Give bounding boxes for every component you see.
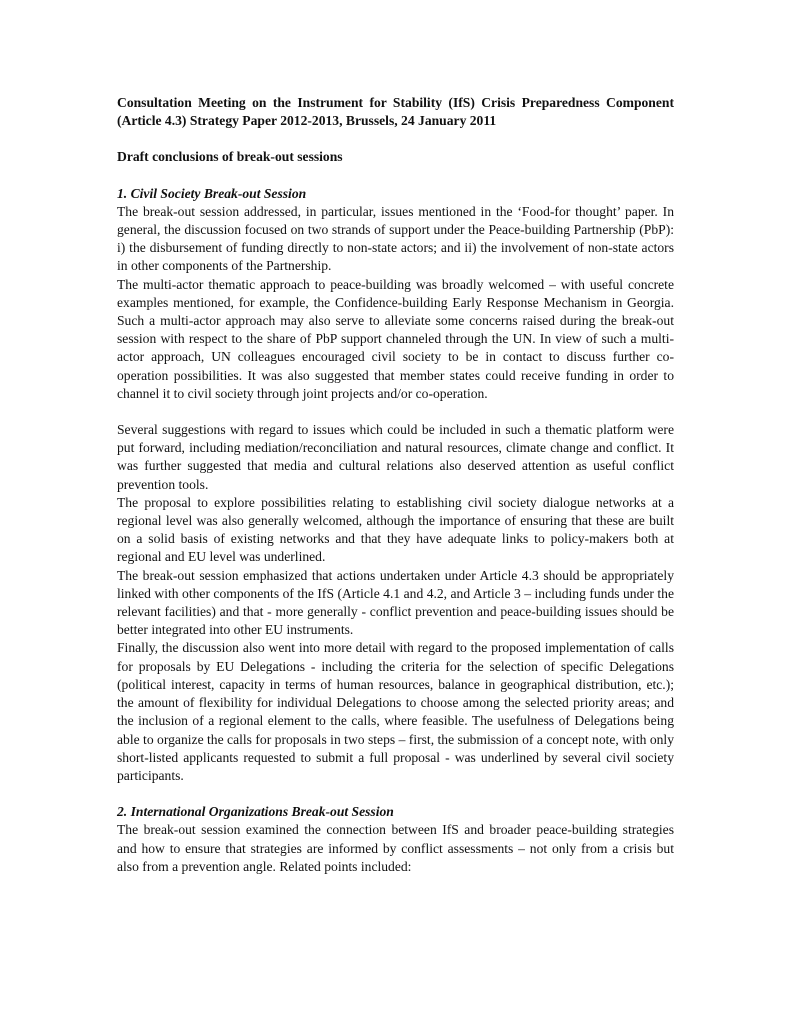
section-heading: 1. Civil Society Break-out Session [117,185,307,201]
paragraph: The multi-actor thematic approach to peace-building was broadly welcomed – with useful concrete examples mentioned, for example, the Confidence-building Early Response Mechanism in Georgia. Such a multi-actor approach may also serve to alleviate some concerns raised during the break-out session with respect to the share of PbP support channeled through the UN. In view of such a multi-actor approach, UN colleagues encouraged civil society to be in contact to discuss further co-operation possibilities. It was also suggested that member states could receive funding in order to channel it to civil society through joint projects and/or co-operation. [117,276,674,401]
paragraph: Finally, the discussion also went into more detail with regard to the proposed implementation of calls for proposals by EU Delegations - including the criteria for the selection of specific Delegations (political interest, capacity in terms of human resources, balance in geographical distribution, etc.); the amount of flexibility for individual Delegations to choose among the selected priority areas; and the inclusion of a regional element to the calls, where feasible. The usefulness of Delegations being able to organize the calls for proposals in two steps – first, the submission of a concept note, with only short-listed applicants requested to submit a full proposal - was underlined by several civil society participants. [117,640,674,783]
document-subtitle: Draft conclusions of break-out sessions [117,149,343,165]
section-civil-society [117,185,674,786]
section-heading: 2. International Organizations Break-out Session [117,804,394,820]
paragraph: The proposal to explore possibilities relating to establishing civil society dialogue networks at a regional level was also generally welcomed, although the importance of ensuring that these are built on a solid basis of existing networks and that they have adequate links to policy-makers both at regional and EU level was underlined. [117,494,674,565]
document-page [117,94,674,876]
paragraph: Several suggestions with regard to issues which could be included in such a thematic platform were put forward, including mediation/reconciliation and natural resources, climate change and conflict. It was further suggested that media and cultural relations also deserved attention as useful conflict prevention tools. [117,422,674,492]
paragraph: The break-out session emphasized that actions undertaken under Article 4.3 should be appropriately linked with other components of the IfS (Article 4.1 and 4.2, and Article 3 – including funds under the relevant facilities) and that - more generally - conflict prevention and peace-building issues should be better integrated into other EU instruments. [117,567,674,638]
section-international-organizations [117,803,674,876]
paragraph: The break-out session addressed, in particular, issues mentioned in the ‘Food-for thought’ paper. In general, the discussion focused on two strands of support under the Peace-building Partnership (PbP): i) the disbursement of funding directly to non-state actors; and ii) the involvement of non-state actors in other components of the Partnership. [117,203,674,274]
document-title: Consultation Meeting on the Instrument for Stability (IfS) Crisis Preparedness Component (Article 4.3) Strategy Paper 2012-2013, Brussels, 24 January 2011 [117,95,674,129]
paragraph: The break-out session examined the connection between IfS and broader peace-building strategies and how to ensure that strategies are informed by conflict assessments – not only from a crisis but also from a prevention angle. Related points included: [117,822,674,874]
